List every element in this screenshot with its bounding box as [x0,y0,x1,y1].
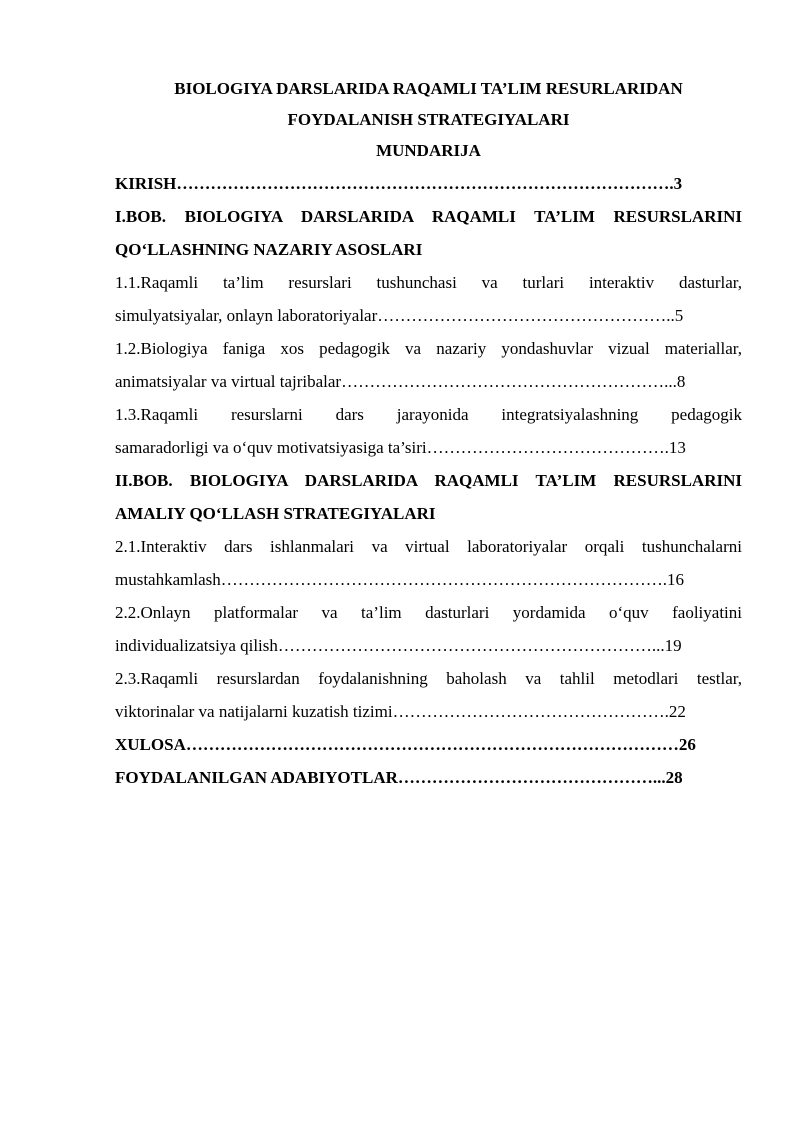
toc-entry-text: animatsiyalar va virtual tajribalar [115,372,342,391]
toc-chapter-2 [115,464,742,530]
toc-entry-line-1: 1.3.Raqamli resurslarni dars jarayonida integratsiyalashning pedagogik [115,405,742,424]
toc-entry-label: XULOSA [115,735,186,754]
toc-entry-references [115,761,742,794]
document-title-line-1: BIOLOGIYA DARSLARIDA RAQAMLI TA’LIM RESURLARIDAN [174,79,683,98]
toc-entry-label: KIRISH [115,174,177,193]
toc-entry-conclusion [115,728,742,761]
toc-page-number: ...8 [664,372,686,391]
toc-page-number: 26 [678,735,696,754]
toc-page-number: ...28 [652,768,683,787]
toc-entry-line-1: 2.2.Onlayn platformalar va ta’lim dasturlari yordamida o‘quv faoliyatini [115,603,742,622]
toc-entry-line-2 [115,563,742,596]
toc-page-number: ..19 [656,636,682,655]
toc-entry-1-1 [115,266,742,332]
toc-entry-text: mustahkamlash [115,570,221,589]
chapter-title-line-1: I.BOB. BIOLOGIYA DARSLARIDA RAQAMLI TA’LIM RESURSLARINI [115,207,742,226]
toc-chapter-1 [115,200,742,266]
toc-leader-dots: …………………………………………… [377,306,667,325]
toc-entry-text: simulyatsiyalar, onlayn laboratoriyalar [115,306,378,325]
toc-page-number: .3 [669,174,683,193]
chapter-title-line-2: AMALIY QO‘LLASH STRATEGIYALARI [115,504,436,523]
toc-entry-line-2 [115,695,742,728]
toc-entry-line-1: 1.2.Biologiya faniga xos pedagogik va nazariy yondashuvlar vizual materiallar, [115,339,742,358]
toc-page-number: 16 [667,570,685,589]
document-page [115,72,742,794]
toc-heading: MUNDARIJA [376,141,481,160]
toc-entry-text: samaradorligi va o‘quv motivatsiyasiga ta’siri [115,438,427,457]
toc-entry-line-2 [115,629,742,662]
toc-leader-dots: …………………………………………………………………………… [185,735,679,754]
toc-entry-line-2 [115,431,742,464]
toc-page-number: .13 [664,438,686,457]
chapter-title-line-2: QO‘LLASHNING NAZARIY ASOSLARI [115,240,423,259]
toc-leader-dots: ………………………………………… [392,702,665,721]
toc-entry-1-3 [115,398,742,464]
toc-entry-line-2 [115,365,742,398]
toc-leader-dots: …………………………………………………………. [277,636,657,655]
toc-leader-dots: ………………………………………………… [341,372,665,391]
toc-entry-1-2 [115,332,742,398]
toc-entry-line-1: 2.3.Raqamli resurslardan foydalanishning baholash va tahlil metodlari testlar, [115,669,742,688]
toc-leader-dots: ……………………………………………………………………. [220,570,668,589]
toc-page-number: ..5 [666,306,684,325]
toc-entry-2-1 [115,530,742,596]
toc-entry-intro [115,167,742,200]
document-title-line-2: FOYDALANISH STRATEGIYALARI [287,110,570,129]
chapter-title-line-1: II.BOB. BIOLOGIYA DARSLARIDA RAQAMLI TA’LIM RESURSLARINI [115,471,742,490]
toc-entry-text: individualizatsiya qilish [115,636,278,655]
toc-page-number: .22 [664,702,686,721]
toc-leader-dots: …………………………………… [426,438,665,457]
toc-entry-text: viktorinalar va natijalarni kuzatish tizimi [115,702,393,721]
toc-entry-line-2 [115,299,742,332]
toc-entry-line-1: 2.1.Interaktiv dars ishlanmalari va virtual laboratoriyalar orqali tushunchalarni [115,537,742,556]
toc-leader-dots: ……………………………………… [397,768,653,787]
toc-entry-label: FOYDALANILGAN ADABIYOTLAR [115,768,398,787]
toc-entry-line-1: 1.1.Raqamli ta’lim resurslari tushunchasi va turlari interaktiv dasturlar, [115,273,742,292]
toc-entry-2-3 [115,662,742,728]
toc-leader-dots: …………………………………………………………………………… [176,174,670,193]
toc-entry-2-2 [115,596,742,662]
